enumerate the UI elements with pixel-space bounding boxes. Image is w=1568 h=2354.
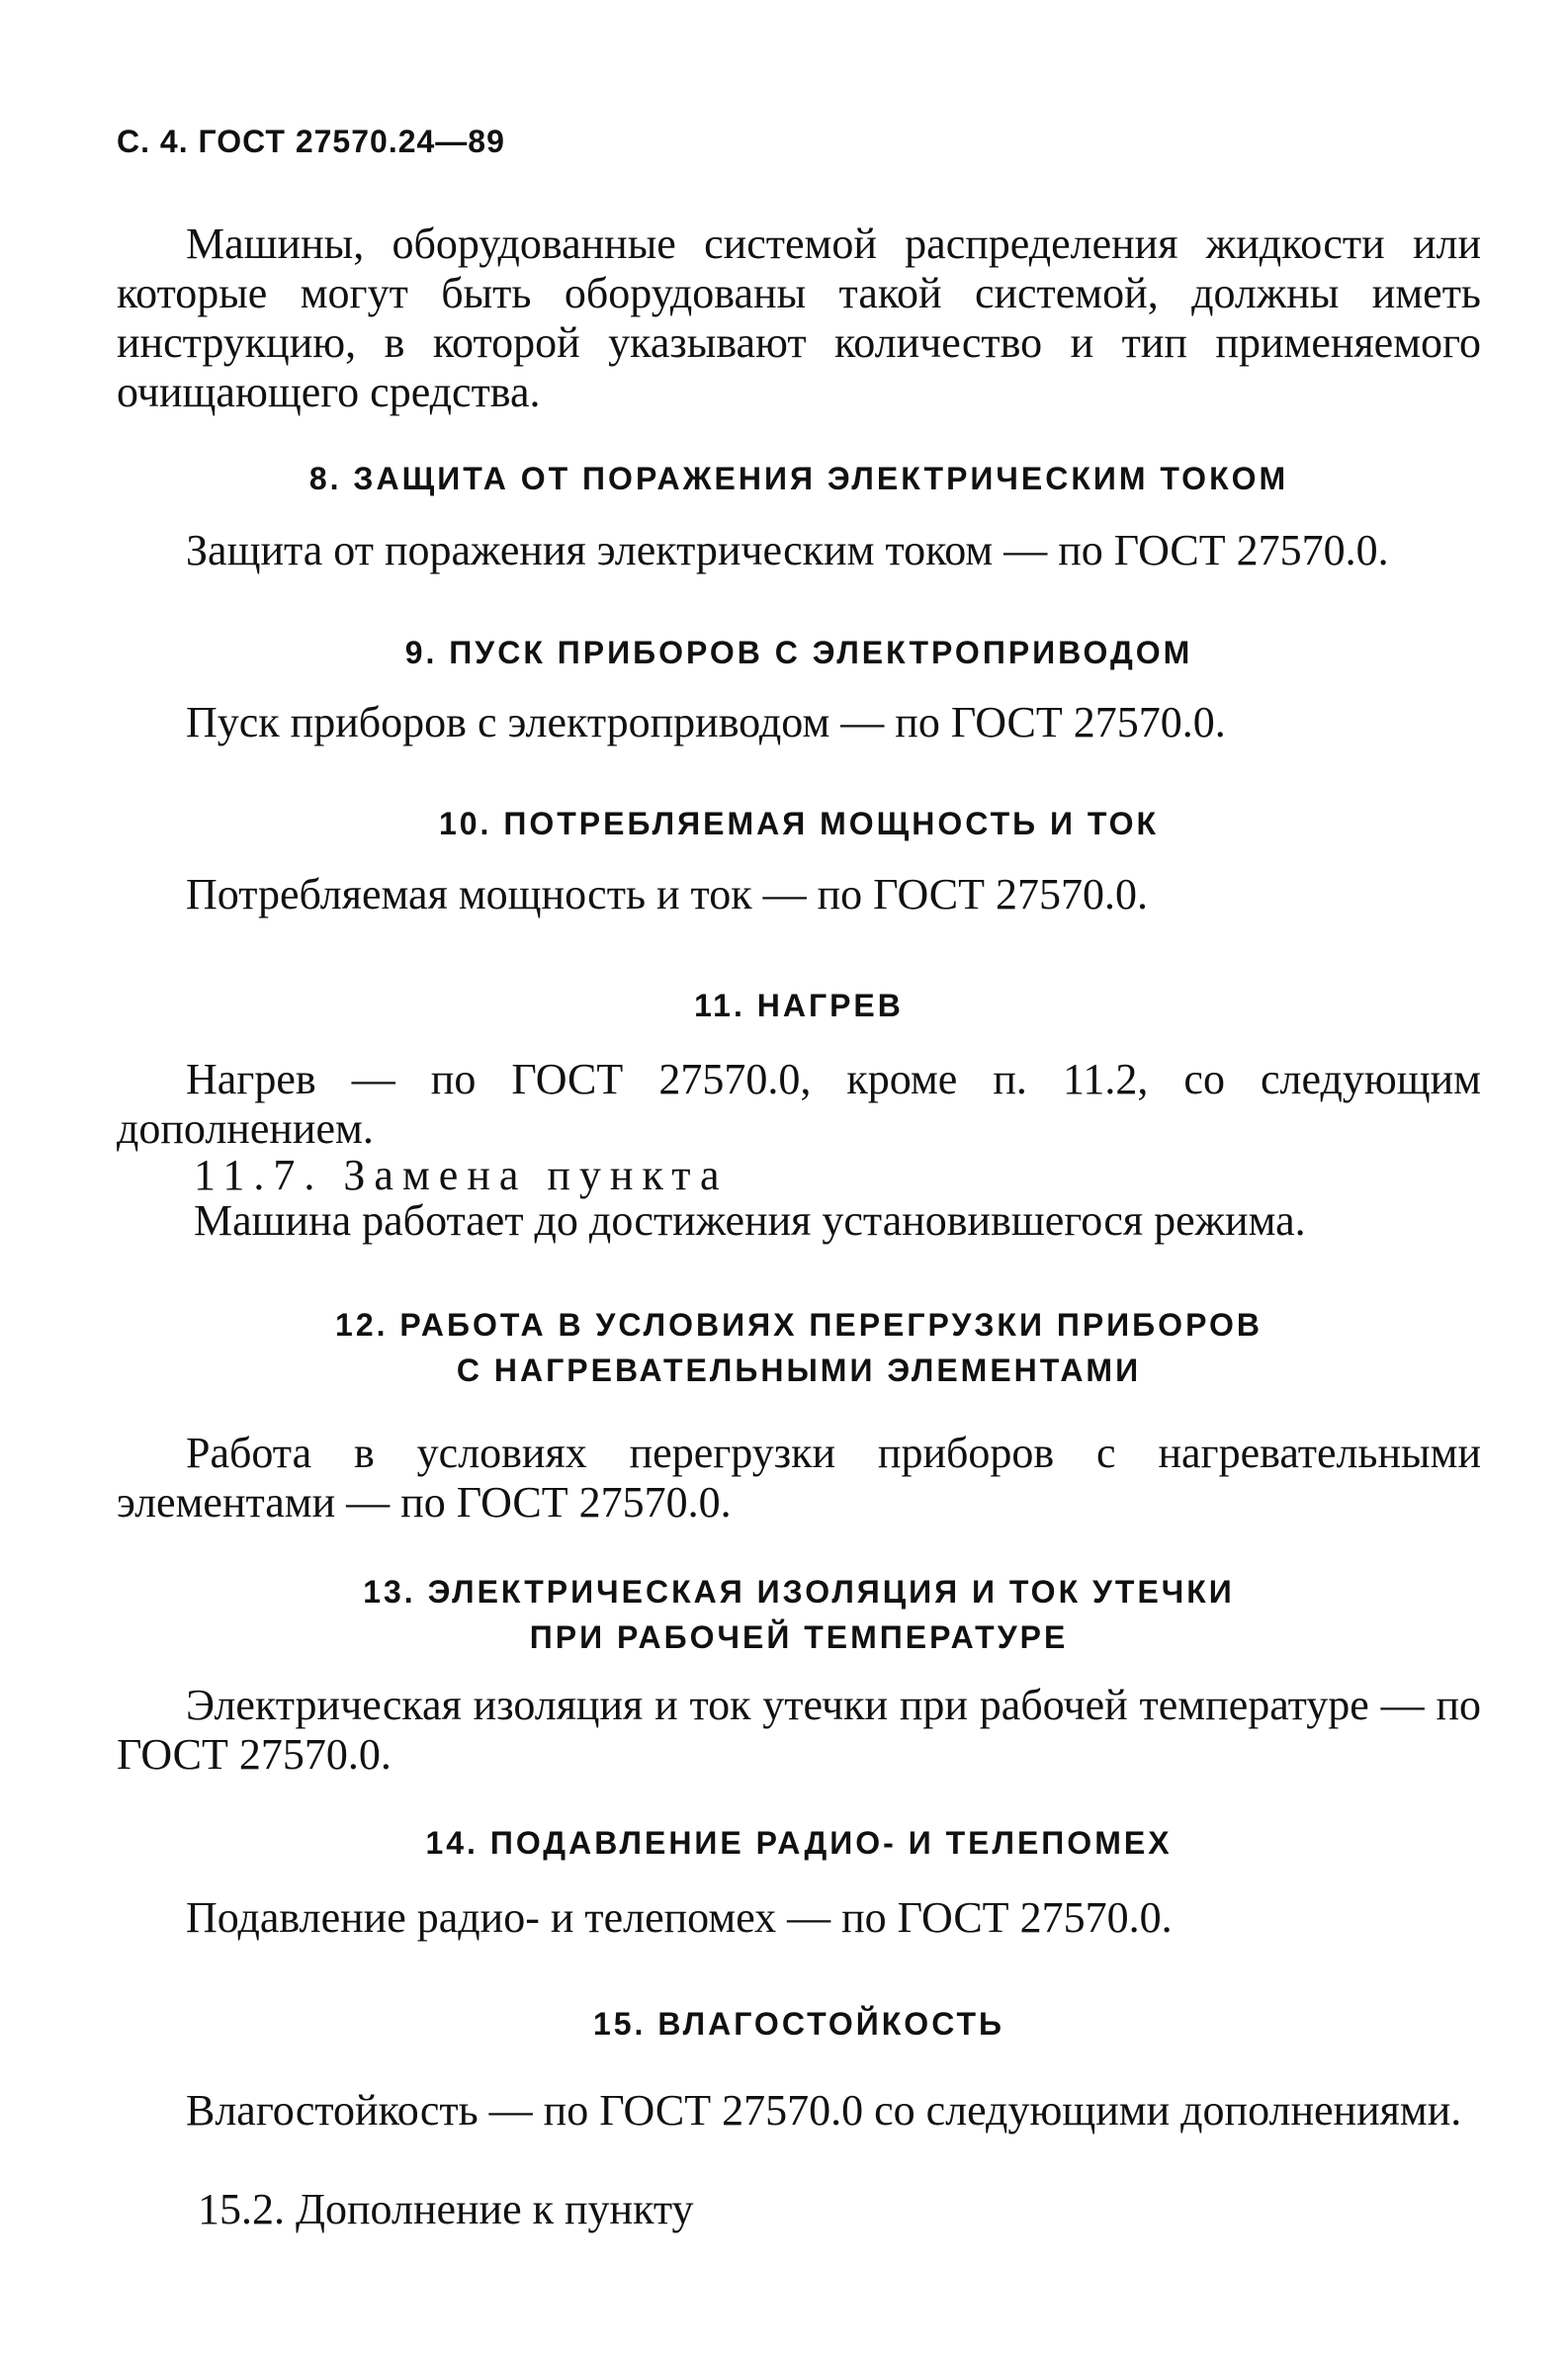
section-13-heading-line2: ПРИ РАБОЧЕЙ ТЕМПЕРАТУРЕ: [529, 1619, 1069, 1655]
section-11-sub-label: 11.7. Замена пункта: [194, 1151, 729, 1199]
section-13-text: Электрическая изоляция и ток утечки при рабочей температуре — по ГОСТ 27570.0.: [117, 1681, 1481, 1779]
section-15-text: Влагостойкость — по ГОСТ 27570.0 со следующими дополнениями.: [186, 2086, 1462, 2135]
intro-paragraph: Машины, оборудованные системой распределения жидкости или которые могут быть оборудованы такой системой, должны иметь инструкцию, в которой указывают количество и тип применяемого очищающего средства.: [117, 219, 1481, 416]
section-15-sub-label: 15.2. Дополнение к пункту: [198, 2185, 694, 2233]
section-11-text: Нагрев — по ГОСТ 27570.0, кроме п. 11.2, со следующим дополнением.: [117, 1055, 1481, 1153]
section-14-heading: 14. ПОДАВЛЕНИЕ РАДИО- И ТЕЛЕПОМЕХ: [425, 1825, 1173, 1861]
section-9-text: Пуск приборов с электроприводом — по ГОСТ 27570.0.: [186, 698, 1226, 746]
section-12-heading-line2: С НАГРЕВАТЕЛЬНЫМИ ЭЛЕМЕНТАМИ: [456, 1352, 1142, 1388]
section-10-heading: 10. ПОТРЕБЛЯЕМАЯ МОЩНОСТЬ И ТОК: [438, 806, 1160, 841]
section-11-sub-text: Машина работает до достижения установившегося режима.: [194, 1196, 1306, 1245]
section-13-heading-line1: 13. ЭЛЕКТРИЧЕСКАЯ ИЗОЛЯЦИЯ И ТОК УТЕЧКИ: [363, 1574, 1235, 1610]
section-12-heading-line1: 12. РАБОТА В УСЛОВИЯХ ПЕРЕГРУЗКИ ПРИБОРОВ: [335, 1307, 1263, 1343]
section-9-heading: 9. ПУСК ПРИБОРОВ С ЭЛЕКТРОПРИВОДОМ: [404, 635, 1193, 670]
section-11-heading: 11. НАГРЕВ: [694, 988, 904, 1023]
section-14-text: Подавление радио- и телепомех — по ГОСТ 27570.0.: [186, 1893, 1173, 1942]
section-15-heading: 15. ВЛАГОСТОЙКОСТЬ: [592, 2006, 1005, 2042]
section-8-text: Защита от поражения электрическим током — по ГОСТ 27570.0.: [186, 526, 1389, 574]
running-head: С. 4. ГОСТ 27570.24—89: [117, 124, 505, 159]
section-12-text: Работа в условиях перегрузки приборов с нагревательными элементами — по ГОСТ 27570.0.: [117, 1429, 1481, 1526]
section-8-heading: 8. ЗАЩИТА ОТ ПОРАЖЕНИЯ ЭЛЕКТРИЧЕСКИМ ТОКОМ: [308, 461, 1289, 496]
section-10-text: Потребляемая мощность и ток — по ГОСТ 27570.0.: [186, 870, 1149, 918]
